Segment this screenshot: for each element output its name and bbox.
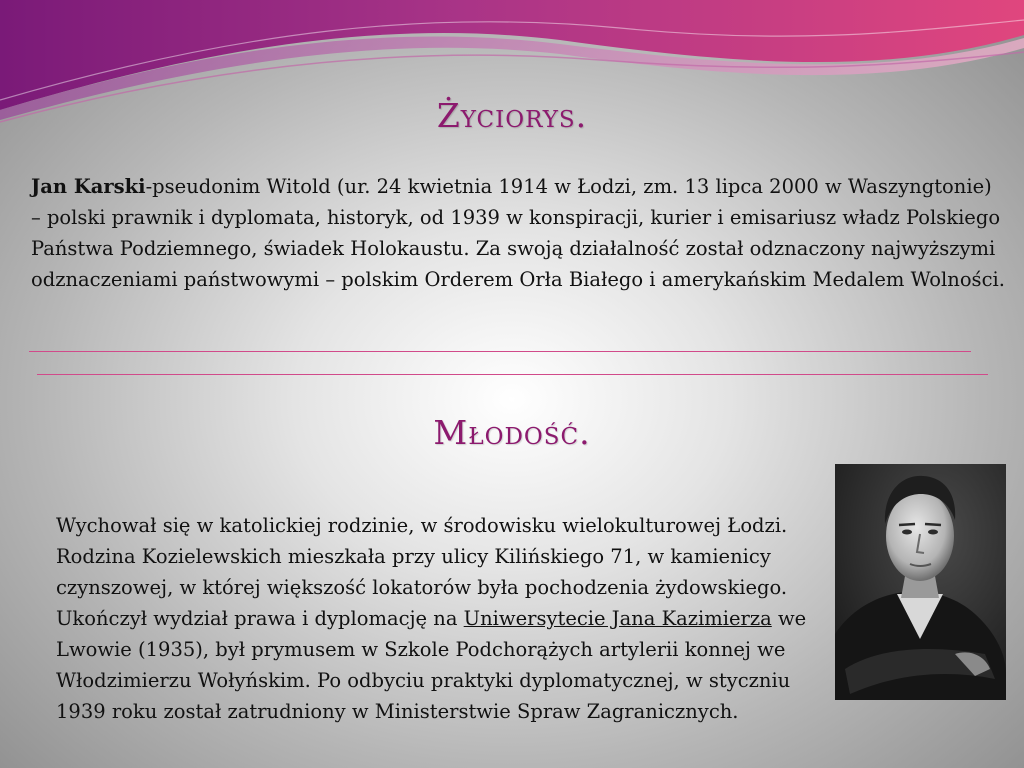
divider-line (29, 351, 971, 352)
intro-text: -pseudonim Witold (ur. 24 kwietnia 1914 w Łodzi, zm. 13 lipca 2000 w Waszyngtonie) – polski prawnik i dyplomata, historyk, od 1939 w konspiracji, kurier i emisariusz władz Polskiego Państwa Podziemnego, świadek Holokaustu. Za swoją działalność został odznaczony najwyższymi odznaczeniami państwowymi – polskim Orderem Orła Białego i amerykańskim Medalem Wolności. (31, 175, 1005, 291)
youth-paragraph (56, 510, 826, 727)
divider-line (37, 374, 988, 375)
intro-paragraph (31, 171, 1006, 295)
slide-heading-youth: Młodość. (433, 413, 591, 452)
university-link[interactable]: Uniwersytecie Jana Kazimierza (463, 607, 772, 630)
slide-heading-biography: Życiorys. (436, 96, 588, 135)
portrait-photo (835, 464, 1006, 700)
youth-text-end: we Lwowie (1935), był prymusem w Szkole Podchorążych artylerii konnej we Włodzimierzu Wołyńskim. Po odbyciu praktyki dyplomatycznej, w styczniu 1939 roku został zatrudniony w Ministerstwie Spraw Zagranicznych. (56, 607, 807, 723)
person-name: Jan Karski (31, 175, 146, 198)
youth-text-start: Wychował się w katolickiej rodzinie, w środowisku wielokulturowej Łodzi. Rodzina Kozielewskich mieszkała przy ulicy Kilińskiego 71, w kamienicy czynszowej, w której większość lokatorów była pochodzenia żydowskiego. Ukończył wydział prawa i dyplomację na (56, 514, 788, 630)
